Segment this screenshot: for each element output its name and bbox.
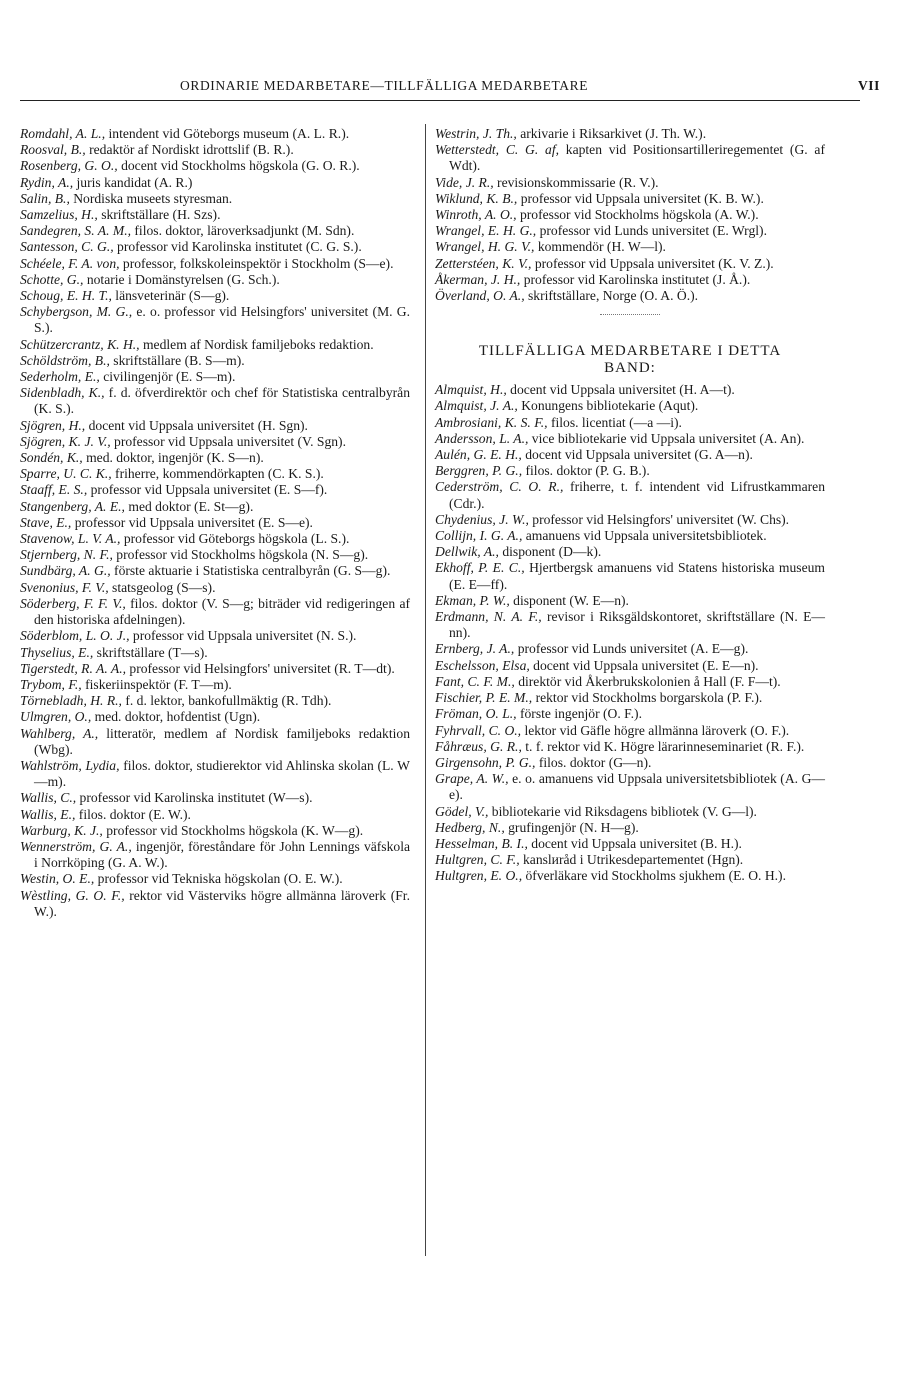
contributor-name: Åkerman, J. H., [435,271,521,287]
regular-contributors-continued [435,126,825,304]
contributor-description: Hjertbergsk amanuens vid Statens historiska museum (E. E—ff). [449,560,825,592]
contributor-entry [20,369,410,385]
contributor-name: Collijn, I. G. A., [435,528,523,544]
contributor-description: professor vid Stockholms högskola (K. W—g). [102,822,364,838]
contributor-description: skriftställare (T—s). [93,644,208,660]
contributor-name: Stavenow, L. V. A., [20,531,121,547]
contributor-description: rektor vid Västerviks högre allmänna läroverk (Fr. W.). [34,887,410,919]
contributor-description: med. doktor, hofdentist (Ugn). [91,709,261,725]
contributor-name: Hultgren, C. F., [435,852,520,868]
contributor-entry [20,888,410,920]
contributor-name: Wrangel, H. G. V., [435,239,535,255]
contributor-description: professor vid Uppsala universitet (N. S.). [129,628,357,644]
page-number: VII [857,78,880,93]
contributor-description: professor vid Helsingfors' universitet (W. Chs). [528,511,790,527]
contributor-description: professor vid Lunds universitet (E. Wrgl). [536,223,767,239]
contributor-description: direktör vid Åkerbrukskolonien å Hall (F. F—t). [514,673,781,689]
contributor-entry [20,807,410,823]
contributor-entry [435,382,825,398]
section-title: TILLFÄLLIGA MEDARBETARE I DETTA BAND: [478,343,782,377]
contributor-description: revisor i Riksgäldskontoret, skriftställare (N. E—nn). [449,609,825,641]
contributor-name: Erdmann, N. A. F., [435,609,542,625]
contributor-entry [20,871,410,887]
contributor-entry [20,256,410,272]
contributor-entry [435,560,825,592]
contributor-description: länsveterinär (S—g). [111,288,230,304]
contributor-description: statsgeolog (S—s). [108,579,216,595]
contributor-name: Ekman, P. W., [435,592,510,608]
contributor-name: Chydenius, J. W., [435,511,529,527]
contributor-name: Fischier, P. E. M., [435,690,533,706]
contributor-entry [435,755,825,771]
contributor-description: skriftställare (B. S—m). [109,352,245,368]
contributor-description: skriftställare (H. Szs). [97,207,221,223]
contributor-description: professor vid Tekniska högskolan (O. E. W.). [94,871,343,887]
contributor-name: Svenonius, F. V., [20,579,109,595]
column-divider [425,124,426,1256]
contributor-entry [20,677,410,693]
contributor-name: Stjernberg, N. F., [20,547,113,563]
contributor-entry [435,609,825,641]
contributor-name: Salin, B., [20,190,70,206]
contributor-name: Westin, O. E., [20,871,95,887]
contributor-name: Sparre, U. C. K., [20,466,112,482]
contributor-description: öfverläkare vid Stockholms sjukhem (E. O. H.). [522,868,786,884]
contributor-entry [435,479,825,511]
contributor-name: Söderblom, L. O. J., [20,628,130,644]
contributor-description: f. d. lektor, bankofullmäktig (R. Tdh). [121,693,332,709]
contributor-description: professor vid Göteborgs högskola (L. S.). [120,531,350,547]
contributor-description: docent vid Uppsala universitet (G. A—n). [521,447,753,463]
contributor-entry [435,256,825,272]
contributor-entry [435,398,825,414]
contributor-description: f. d. öfverdirektör och chef för Statistiska centralbyrån (K. S.). [34,385,410,417]
contributor-name: Ulmgren, O., [20,709,92,725]
contributor-description: t. f. rektor vid K. Högre lärarinneseminariet (R. F.). [521,738,805,754]
contributor-entry [20,418,410,434]
contributor-description: professor vid Uppsala universitet (K. V. Z.). [531,255,774,271]
contributor-description: bibliotekarie vid Riksdagens bibliotek (V. G—l). [488,803,757,819]
contributor-description: professor, folkskoleinspektör i Stockholm (S—e). [119,255,394,271]
contributor-description: kapten vid Positionsartilleriregementet (G. af Wdt). [449,142,825,174]
contributor-name: Berggren, P. G., [435,463,523,479]
contributor-entry [20,823,410,839]
contributor-entry [20,304,410,336]
contributor-description: fiskeriinspektör (F. T—m). [81,676,232,692]
contributor-description: skriftställare, Norge (O. A. Ö.). [524,288,699,304]
contributor-description: förste aktuarie i Statistiska centralbyrån (G. S—g). [110,563,391,579]
contributor-name: Schoug, E. H. T., [20,288,112,304]
contributor-entry [435,512,825,528]
contributor-name: Sjögren, K. J. V., [20,433,111,449]
contributor-description: rektor vid Stockholms borgarskola (P. F.). [532,690,763,706]
contributor-entry [435,288,825,304]
contributor-entry [20,353,410,369]
contributor-entry [20,239,410,255]
contributor-name: Ekhoff, P. E. C., [435,560,525,576]
contributor-entry [435,191,825,207]
contributor-entry [20,499,410,515]
contributor-entry [435,593,825,609]
contributor-name: Aulén, G. E. H., [435,447,522,463]
contributor-description: redaktör af Nordiskt idrottslif (B. R.). [85,142,294,158]
contributor-description: filos. doktor, studierektor vid Ahlinska skolan (L. W—m). [34,757,410,790]
contributor-entry [20,337,410,353]
contributor-entry [435,658,825,674]
contributor-name: Schöldström, B., [20,352,110,368]
contributor-description: filos. licentiat (—a —i). [547,414,682,430]
contributor-description: filos. doktor (P. G. B.). [522,463,650,479]
contributor-name: Trybom, F., [20,676,82,692]
contributor-name: Vide, J. R., [435,174,494,190]
contributor-description: juris kandidat (A. R.) [73,174,193,190]
contributor-entry [435,852,825,868]
contributor-name: Törnebladh, H. R., [20,693,122,709]
contributor-entry [435,272,825,288]
contributor-name: Stave, E., [20,514,72,530]
contributor-description: docent vid Uppsala universitet (E. E—n). [529,657,759,673]
contributor-entry [20,596,410,628]
contributor-entry [435,528,825,544]
contributor-name: Söderberg, F. F. V., [20,595,126,611]
contributor-name: Roosval, B., [20,142,86,158]
contributor-description: docent vid Stockholms högskola (G. O. R.). [117,158,360,174]
contributor-name: Schotte, G., [20,271,84,287]
contributor-entry [20,515,410,531]
contributor-entry [435,142,825,174]
contributor-entry [20,758,410,790]
contributor-description: professor vid Karolinska institutet (C. G. S.). [113,239,362,255]
contributor-name: Dellwik, A., [435,544,499,560]
contributor-name: Tigerstedt, R. A. A., [20,660,126,676]
contributor-entry [435,447,825,463]
contributor-name: Wèstling, G. O. F., [20,887,125,903]
contributor-entry [20,709,410,725]
contributor-description: professor vid Stockholms högskola (A. W.). [516,207,759,223]
contributor-description: medlem af Nordisk familjeboks redaktion. [139,336,374,352]
contributor-name: Wahlström, Lydia, [20,757,120,773]
contributor-description: filos. doktor (E. W.). [75,806,191,822]
contributor-entry [435,690,825,706]
header-rule [20,100,860,101]
contributor-entry [20,142,410,158]
contributor-name: Gödel, V., [435,803,489,819]
contributor-name: Grape, A. W., [435,771,509,787]
contributor-description: professor vid Karolinska institutet (W—s). [76,790,313,806]
contributor-entry [435,415,825,431]
contributor-description: professor vid Uppsala universitet (E. S—e). [71,514,313,530]
contributor-name: Thyselius, E., [20,644,94,660]
contributor-name: Ernberg, J. A., [435,641,515,657]
contributor-description: lektor vid Gäfle högre allmänna läroverk (O. F.). [521,722,790,738]
contributor-name: Romdahl, A. L., [20,126,106,141]
contributor-entry [20,645,410,661]
contributor-name: Andersson, L. A., [435,430,529,446]
contributor-entry [435,544,825,560]
contributor-entry [20,547,410,563]
contributor-description: notarie i Domänstyrelsen (G. Sch.). [83,271,280,287]
contributor-description: docent vid Uppsala universitet (B. H.). [527,835,742,851]
contributor-name: Sandegren, S. A. M., [20,223,131,239]
contributor-entry [435,836,825,852]
contributor-name: Zetterstéen, K. V., [435,255,532,271]
contributor-description: professor vid Lunds universitet (A. E—g). [514,641,749,657]
contributor-description: e. o. professor vid Helsingfors' universitet (M. G. S.). [34,304,410,336]
contributor-name: Santesson, C. G., [20,239,114,255]
contributor-entry [435,771,825,803]
contributor-entry [20,175,410,191]
contributor-description: docent vid Uppsala universitet (H. A—t). [506,382,735,398]
contributor-description: friherre, t. f. intendent vid Lifrustkammaren (Cdr.). [449,479,825,511]
contributor-entry [435,706,825,722]
contributor-name: Wahlberg, A., [20,725,99,741]
contributor-description: professor vid Stockholms högskola (N. S—g). [112,547,369,563]
contributor-description: e. o. amanuens vid Uppsala universitetsbibliotek (A. G—e). [449,771,825,803]
contributor-description: kanslиråd i Utrikesdepartementet (Hgn). [519,852,744,868]
contributor-entry [20,288,410,304]
contributor-entry [435,723,825,739]
contributor-entry [20,580,410,596]
contributor-name: Fyhrvall, C. O., [435,722,522,738]
contributor-name: Fröman, O. L., [435,706,517,722]
contributor-entry [20,223,410,239]
contributor-name: Sjögren, H., [20,417,86,433]
contributor-name: Cederström, C. O. R., [435,479,564,495]
contributor-description: professor vid Helsingfors' universitet (R. T—dt). [126,660,395,676]
contributor-entry [20,158,410,174]
contributor-description: professor vid Uppsala universitet (K. B. W.). [517,190,764,206]
contributor-entry [435,820,825,836]
contributor-description: disponent (D—k). [498,544,602,560]
contributor-entry [20,207,410,223]
contributor-entry [20,126,410,142]
contributor-entry [435,223,825,239]
contributor-name: Winroth, A. O., [435,207,517,223]
contributor-entry [20,531,410,547]
contributor-entry [435,175,825,191]
contributor-name: Fant, C. F. M., [435,673,515,689]
contributor-description: docent vid Uppsala universitet (H. Sgn). [85,417,308,433]
contributor-description: disponent (W. E—n). [509,592,629,608]
contributor-entry [20,661,410,677]
right-column [435,126,825,885]
contributor-entry [435,674,825,690]
contributor-entry [20,839,410,871]
contributor-description: professor vid Karolinska institutet (J. Å.). [520,271,751,287]
contributor-description: intendent vid Göteborgs museum (A. L. R.). [105,126,350,141]
contributor-name: Wetterstedt, C. G. af, [435,142,560,158]
contributor-name: Samzelius, H., [20,207,98,223]
contributor-description: Nordiska museets styresman. [69,190,233,206]
contributor-name: Wallis, C., [20,790,77,806]
contributor-name: Wallis, E., [20,806,76,822]
contributor-entry [435,641,825,657]
section-separator [600,314,660,315]
contributor-name: Wrangel, E. H. G., [435,223,537,239]
contributor-name: Eschelsson, Elsa, [435,657,530,673]
contributor-entry [20,385,410,417]
contributor-description: friherre, kommendörkapten (C. K. S.). [111,466,324,482]
contributor-description: filos. doktor (G—n). [535,754,652,770]
contributor-entry [435,239,825,255]
contributor-description: civilingenjör (E. S—m). [99,369,236,385]
contributor-name: Fåhræus, G. R., [435,738,522,754]
contributor-name: Rydin, A., [20,174,74,190]
contributor-name: Wiklund, K. B., [435,190,518,206]
temporary-contributors-list [435,382,825,884]
contributor-description: filos. doktor (V. S—g; biträder vid redigeringen af den historiska afdelningen). [34,595,411,628]
contributor-description: amanuens vid Uppsala universitetsbibliotek. [522,528,767,544]
contributor-description: ingenjör, föreståndare för John Lennings väfskola i Norrköping (G. A. W.). [34,838,410,871]
contributor-entry [20,563,410,579]
contributor-entry [20,272,410,288]
contributor-entry [20,482,410,498]
contributor-name: Hultgren, E. O., [435,868,523,884]
contributor-entry [435,463,825,479]
contributor-entry [20,191,410,207]
contributor-name: Ambrosiani, K. S. F., [435,414,548,430]
contributor-description: professor vid Uppsala universitet (E. S—f). [87,482,328,498]
contributor-description: med doktor (E. St—g). [124,498,254,514]
contributor-name: Almquist, H., [435,382,507,398]
contributor-description: arkivarie i Riksarkivet (J. Th. W.). [516,126,707,141]
contributor-entry [20,466,410,482]
contributor-description: grufingenjör (N. H—g). [504,819,639,835]
contributor-description: revisionskommissarie (R. V.). [493,174,659,190]
contributor-entry [20,628,410,644]
contributor-entry [20,693,410,709]
contributor-name: Warburg, K. J., [20,822,103,838]
contributor-description: Konungens bibliotekarie (Aqut). [517,398,699,414]
contributor-entry [435,739,825,755]
contributor-name: Hesselman, B. I., [435,835,528,851]
contributor-name: Sundbärg, A. G., [20,563,111,579]
contributor-name: Staaff, E. S., [20,482,88,498]
contributor-entry [20,726,410,758]
contributor-name: Almquist, J. A., [435,398,518,414]
contributor-name: Westrin, J. Th., [435,126,517,141]
contributor-description: förste ingenjör (O. F.). [516,706,642,722]
left-column [20,126,410,920]
running-title: ORDINARIE MEDARBETARE—TILLFÄLLIGA MEDARBETARE [180,78,589,93]
contributor-name: Sederholm, E., [20,369,100,385]
contributor-name: Hedberg, N., [435,819,505,835]
contributor-entry [20,450,410,466]
contributor-description: professor vid Uppsala universitet (V. Sgn). [110,433,346,449]
contributor-name: Girgensohn, P. G., [435,754,536,770]
contributor-entry [20,434,410,450]
contributor-name: Wennerström, G. A., [20,838,132,854]
contributor-name: Stangenberg, A. E., [20,498,125,514]
contributor-description: med. doktor, ingenjör (K. S—n). [82,450,264,466]
contributor-name: Sondén, K., [20,450,83,466]
contributor-name: Schybergson, M. G., [20,304,133,320]
contributor-name: Sidenbladh, K., [20,385,105,401]
contributor-entry [435,207,825,223]
contributor-description: kommendör (H. W—l). [534,239,666,255]
contributor-name: Schéele, F. A. von, [20,255,120,271]
contributor-name: Överland, O. A., [435,288,525,304]
contributor-entry [435,431,825,447]
contributor-entry [435,804,825,820]
contributor-description: litteratör, medlem af Nordisk familjeboks redaktion (Wbg). [34,725,410,757]
contributor-name: Rosenberg, G. O., [20,158,118,174]
contributor-name: Schützercrantz, K. H., [20,336,140,352]
contributor-description: vice bibliotekarie vid Uppsala universitet (A. An). [528,430,805,446]
contributor-description: filos. doktor, läroverksadjunkt (M. Sdn). [131,223,355,239]
contributor-entry [435,126,825,142]
contributor-entry [20,790,410,806]
contributor-entry [435,868,825,884]
